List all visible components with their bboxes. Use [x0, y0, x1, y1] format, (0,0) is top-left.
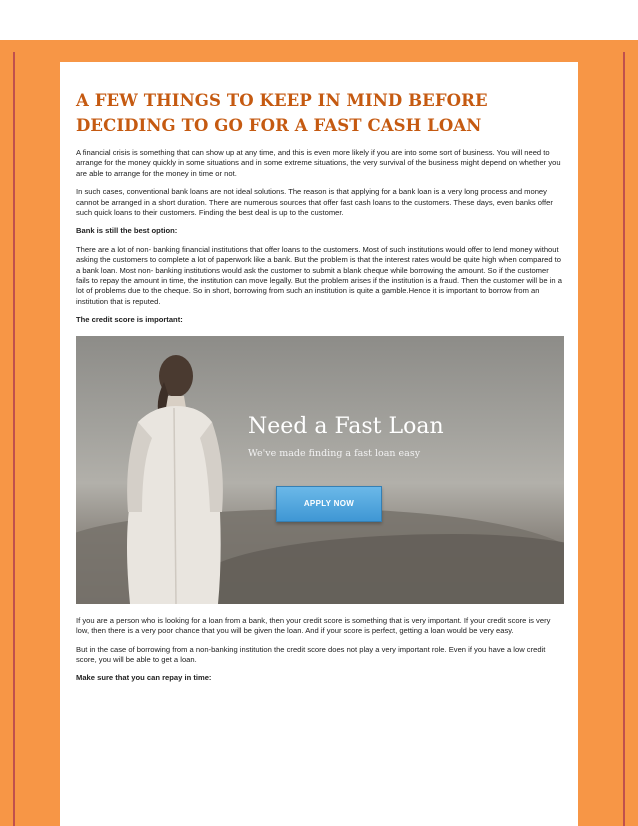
- fast-loan-banner-image: [76, 336, 564, 604]
- page-border-line-left: [13, 52, 15, 826]
- paragraph-non-bank-credit-score: But in the case of borrowing from a non-banking institution the credit score does not play a very important role. Even if you have a low credit score, you will be able to get a loan.: [76, 644, 546, 664]
- paragraph-intro: A financial crisis is something that can show up at any time, and this is even more likely if you are into some sort of business. You will need to arrange for the money quickly in some situations and in some extreme situations, the very survival of the business might depend on whether you are able to arrange for the money in time or not.: [76, 148, 561, 178]
- banner-title: Need a Fast Loan: [248, 413, 444, 439]
- paragraph-non-banking: There are a lot of non- banking financial institutions that offer loans to the customers. Most of such institutions would offer to lend money without asking the customers to complete a lot of paperwork like a bank. But the problem is that the interest rates would be quite high when compared to a bank loan. Most non- banking institutions would ask the customer to submit a blank cheque while borrowing the amount. So if the customer fails to repay the amount in time, the institution can move legally. But the problem arises if the institution is a fraud. Then the customer will be in a lot of problems due to the cheque. So in short, borrowing from such an institution is quite a gamble.Hence it is important to borrow from an institution that is reputed.: [76, 244, 562, 306]
- paragraph-bank-credit-score: If you are a person who is looking for a loan from a bank, then your credit score is something that is very important. If your credit score is very low, then there is a very poor chance that you will be given the loan. And if your score is perfect, getting a loan would be very easy.: [76, 615, 551, 636]
- subheading-best-option: Bank is still the best option:: [76, 226, 178, 236]
- paragraph-bank-loans: In such cases, conventional bank loans are not ideal solutions. The reason is that applying for a bank loan is a very long process and money cannot be arranged in a short duration. There are numerous sources that offer fast cash loans to the customers. These days, even banks offer such quick loans to their customers. Finding the best deal is up to the customer.: [76, 187, 553, 218]
- article-title: A FEW THINGS TO KEEP IN MIND BEFORE DECIDING TO GO FOR A FAST CASH LOAN: [76, 91, 488, 135]
- subheading-repay-in-time: Make sure that you can repay in time:: [76, 673, 212, 683]
- page-border-right: [578, 40, 638, 826]
- page-border-top: [18, 40, 620, 62]
- banner-subtitle: We've made finding a fast loan easy: [248, 447, 421, 459]
- woman-silhouette-icon: [94, 342, 244, 604]
- article: [76, 88, 564, 692]
- apply-now-button[interactable]: APPLY NOW: [276, 486, 382, 522]
- subheading-credit-score: The credit score is important:: [76, 315, 183, 325]
- page-border-left: [0, 40, 60, 826]
- page-border-line-right: [623, 52, 625, 826]
